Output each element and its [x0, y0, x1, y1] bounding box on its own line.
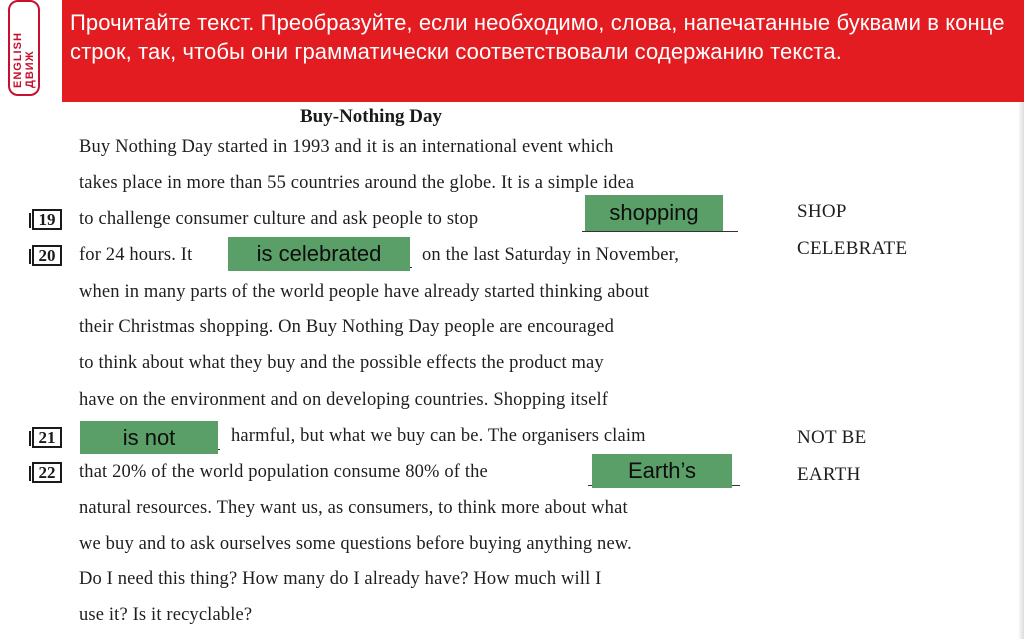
answer-22: Earth’s	[592, 454, 732, 488]
passage-line: takes place in more than 55 countries around the globe. It is a simple idea	[79, 173, 635, 193]
logo-text: ENGLISH ДВИЖ	[8, 0, 40, 96]
passage-line: on the last Saturday in November,	[422, 245, 679, 265]
answer-blank-19	[582, 231, 738, 232]
passage-line: to think about what they buy and the possible effects the product may	[79, 353, 604, 373]
english-logo	[4, 0, 44, 96]
slide-edge-shadow	[1018, 102, 1024, 639]
task-number-20: 20	[32, 245, 62, 266]
passage-line: have on the environment and on developing countries. Shopping itself	[79, 390, 609, 410]
instruction-banner	[62, 0, 1024, 102]
keyword-22: EARTH	[797, 464, 861, 485]
passage-line: harmful, but what we buy can be. The organisers claim	[231, 426, 646, 446]
passage-line: natural resources. They want us, as consumers, to think more about what	[79, 498, 628, 518]
passage-line: to challenge consumer culture and ask people to stop	[79, 209, 479, 229]
task-number-22: 22	[32, 462, 62, 483]
task-number-19: 19	[32, 209, 62, 230]
passage-line: Do I need this thing? How many do I already have? How much will I	[79, 569, 602, 589]
passage-title: Buy-Nothing Day	[300, 106, 442, 127]
passage-line: use it? Is it recyclable?	[79, 605, 253, 625]
passage-line: we buy and to ask ourselves some questions before buying anything new.	[79, 534, 632, 554]
keyword-19: SHOP	[797, 201, 847, 222]
passage-line: Buy Nothing Day started in 1993 and it is an international event which	[79, 137, 614, 157]
keyword-21: NOT BE	[797, 427, 867, 448]
answer-20: is celebrated	[228, 237, 410, 271]
task-number-21: 21	[32, 427, 62, 448]
instruction-text: Прочитайте текст. Преобразуйте, если необходимо, слова, напечатанные буквами в конце строк, так, чтобы они грамматически соответствовали содержанию текста.	[70, 10, 1005, 64]
answer-19: shopping	[585, 195, 723, 231]
passage-line: that 20% of the world population consume 80% of the	[79, 462, 488, 482]
passage-line: when in many parts of the world people have already started thinking about	[79, 282, 650, 302]
keyword-20: CELEBRATE	[797, 238, 908, 259]
passage-line: for 24 hours. It	[79, 245, 193, 265]
answer-21: is not	[80, 421, 218, 454]
passage-line: their Christmas shopping. On Buy Nothing Day people are encouraged	[79, 317, 614, 337]
